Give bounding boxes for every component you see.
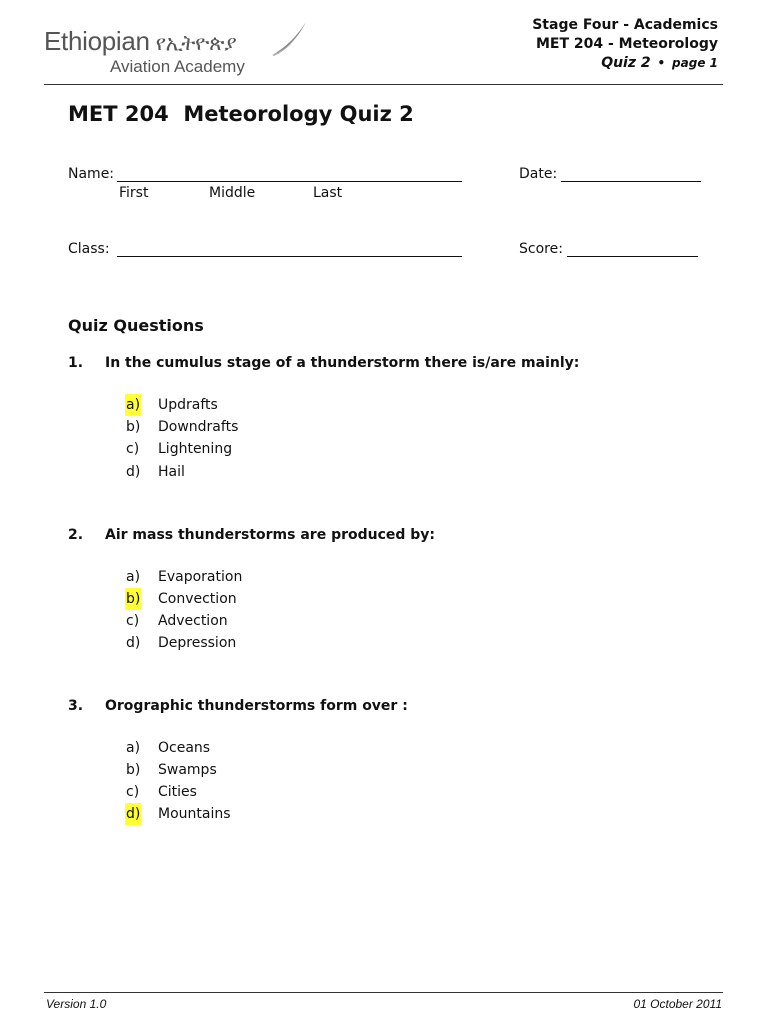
option-letter: c) (126, 784, 140, 800)
option-text: Lightening (158, 441, 233, 457)
option-2d[interactable] (125, 632, 237, 654)
question-1 (68, 355, 579, 371)
name-middle-label: Middle (209, 185, 256, 201)
page-number: page 1 (672, 56, 718, 70)
class-field[interactable] (117, 256, 462, 257)
option-letter: c) (126, 441, 140, 457)
question-text: Orographic thunderstorms form over : (105, 698, 408, 714)
score-label: Score: (519, 241, 563, 257)
page-title: MET 204 Meteorology Quiz 2 (68, 102, 414, 126)
option-3b[interactable] (125, 759, 217, 781)
option-letter: a) (126, 569, 141, 585)
option-1b[interactable] (125, 416, 239, 438)
date-label: Date: (519, 166, 558, 182)
option-text: Downdrafts (158, 419, 239, 435)
question-2 (68, 527, 435, 543)
option-letter: d) (126, 464, 141, 480)
question-text: In the cumulus stage of a thunderstorm there is/are mainly: (105, 355, 580, 371)
option-text: Depression (158, 635, 237, 651)
option-2b[interactable] (125, 588, 237, 610)
course-label: MET 204 - Meteorology (535, 36, 718, 52)
section-title: Quiz Questions (68, 316, 204, 335)
option-3c[interactable] (125, 781, 197, 803)
logo-subtitle: Aviation Academy (110, 57, 245, 76)
question-number: 1. (68, 355, 84, 371)
option-letter: c) (126, 613, 140, 629)
wing-logo-icon (270, 20, 310, 56)
option-letter: b) (126, 762, 141, 778)
score-field[interactable] (567, 256, 698, 257)
option-letter: d) (126, 635, 141, 651)
name-first-label: First (119, 185, 149, 201)
logo-wordmark (44, 26, 237, 57)
quiz-page-label (532, 54, 718, 73)
option-text: Oceans (158, 740, 211, 756)
bullet-separator: • (657, 56, 666, 70)
question-number: 3. (68, 698, 84, 714)
option-2a[interactable] (125, 566, 243, 588)
option-1d[interactable] (125, 461, 185, 483)
option-letter: d) (125, 803, 141, 825)
question-3 (68, 698, 408, 714)
name-field[interactable] (117, 181, 462, 182)
header-divider (44, 84, 723, 85)
question-text: Air mass thunderstorms are produced by: (105, 527, 436, 543)
name-label: Name: (68, 166, 115, 182)
option-text: Cities (158, 784, 197, 800)
option-text: Swamps (158, 762, 217, 778)
date-field[interactable] (561, 181, 701, 182)
option-2c[interactable] (125, 610, 228, 632)
option-3d[interactable] (125, 803, 231, 825)
logo-amharic-text: የኢትዮጵያ (155, 31, 237, 55)
class-label: Class: (68, 241, 110, 257)
question-number: 2. (68, 527, 84, 543)
option-text: Advection (158, 613, 228, 629)
option-1a[interactable] (125, 394, 218, 416)
document-date: 01 October 2011 (633, 997, 722, 1011)
quiz-number: Quiz 2 (601, 55, 651, 71)
document-header (532, 16, 718, 73)
option-letter: a) (126, 740, 141, 756)
logo (44, 16, 324, 78)
name-last-label: Last (313, 185, 343, 201)
logo-wordmark-text: Ethiopian (44, 26, 150, 56)
option-letter: a) (125, 394, 141, 416)
version-label: Version 1.0 (46, 997, 107, 1011)
option-letter: b) (125, 588, 141, 610)
stage-label: Stage Four - Academics (532, 17, 718, 33)
footer-divider (44, 992, 723, 993)
option-text: Updrafts (158, 397, 218, 413)
option-1c[interactable] (125, 438, 233, 460)
option-text: Convection (158, 591, 237, 607)
option-letter: b) (126, 419, 141, 435)
option-text: Mountains (158, 806, 231, 822)
option-text: Evaporation (158, 569, 243, 585)
option-3a[interactable] (125, 737, 211, 759)
option-text: Hail (158, 464, 185, 480)
